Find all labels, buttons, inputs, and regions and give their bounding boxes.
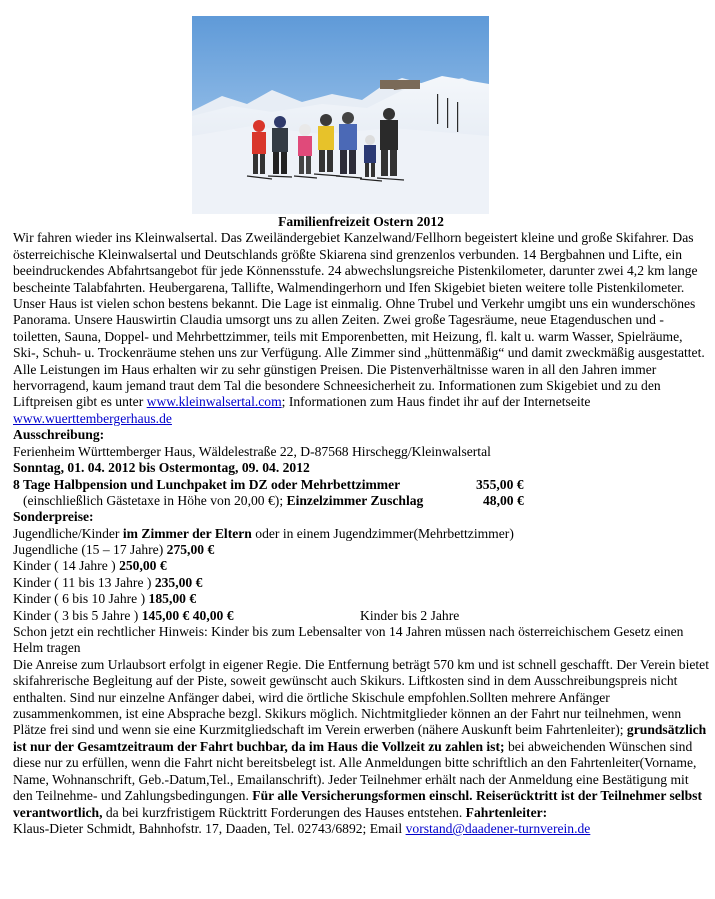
price-value: 250,00 €	[119, 558, 167, 574]
price-label: Kinder ( 14 Jahre )	[13, 558, 116, 574]
package-label: 8 Tage Halbpension und Lunchpaket im DZ oder Mehrbettzimmer	[13, 476, 401, 492]
price-value: 275,00 €	[166, 542, 215, 558]
document-title: Familienfreizeit Ostern 2012	[278, 214, 444, 229]
helmet-note: Schon jetzt ein rechtlicher Hinweis: Kinder bis zum Lebensalter von 14 Jahren müssen nach österreichischem Gesetz einen Helm tragen	[13, 624, 684, 656]
price-row	[13, 591, 709, 607]
address: Ferienheim Württemberger Haus, Wäldelestraße 22, D-87568 Hirschegg/Kleinwalsertal	[13, 443, 491, 459]
package-price: 355,00 €	[476, 476, 524, 492]
ausschreibung-label: Ausschreibung:	[13, 427, 105, 443]
price-label: Kinder ( 6 bis 10 Jahre )	[13, 591, 146, 607]
travel-paragraph	[13, 657, 709, 821]
email-link[interactable]: vorstand@daadener-turnverein.de	[405, 820, 591, 836]
price-label: Kinder ( 11 bis 13 Jahre )	[13, 574, 152, 590]
toddler-price: 40,00 €	[192, 607, 234, 623]
intro-text: Wir fahren wieder ins Kleinwalsertal. Das Zweiländergebiet Kanzelwand/Fellhorn begeistert kleine und große Skifahrer. Das österreichische Kleinwalsertal und Deutschlands größte Skiarena sind grenzenlos verbunden. 14 Bergbahnen und Lifte, ein beeindruckendes Abfahrtsangebot für jede Könnensstufe. 24 abwechslungsreiche Pistenkilometer, darunter zwei 4,2 km lange bescheinte Talabfahrten. Heubergarena, Tallifte, Walmendingerhorn und Ifen Skigebiet bieten weitere tolle Pistenkilometer.	[13, 230, 698, 295]
package-row	[13, 477, 709, 493]
single-room-price: 48,00 €	[483, 492, 524, 508]
package-note: (einschließlich Gästetaxe in Höhe von 20,00 €);	[23, 492, 284, 508]
leader-text: Klaus-Dieter Schmidt, Bahnhofstr. 17, Daaden, Tel. 02743/6892; Email	[13, 820, 403, 836]
toddler-label: Kinder bis 2 Jahre	[360, 607, 460, 623]
price-row	[13, 558, 709, 574]
price-value: 235,00 €	[154, 574, 203, 590]
single-room-label: Einzelzimmer Zuschlag	[286, 492, 424, 508]
travel-dates: Sonntag, 01. 04. 2012 bis Ostermontag, 09. 04. 2012	[13, 460, 310, 476]
link-wuerttembergerhaus[interactable]: www.wuerttembergerhaus.de	[13, 410, 172, 426]
leader-label: Fahrtenleiter:	[465, 804, 548, 820]
house-text-2: ; Informationen zum Haus findet ihr auf der Internetseite	[281, 394, 591, 410]
link-kleinwalsertal[interactable]: www.kleinwalsertal.com	[146, 394, 282, 410]
price-label: Kinder ( 3 bis 5 Jahre )	[13, 607, 139, 623]
sonderpreise-desc: Jugendliche/Kinder im Zimmer der Eltern oder in einem Jugendzimmer(Mehrbettzimmer)	[13, 525, 514, 541]
price-row	[13, 542, 709, 558]
price-list	[13, 542, 709, 624]
house-text: Unser Haus ist vielen schon bestens bekannt. Die Lage ist einmalig. Ohne Trubel und Verkehr umgibt uns ein wunderschönes Panorama. Unsere Hauswirtin Claudia umsorgt uns zu allen Zeiten. Zwei große Tagesräume, neue Etagenduschen und -toiletten, Sauna, Doppel- und Mehrbettzimmer, teils mit Emporenbetten, mit Heizung, fl. kalt u. warm Wasser, Spielräume, Ski-, Schuh- u. Trockenräume stehen uns zur Verfügung. Alle Zimmer sind „hüttenmäßig“ und damit zweckmäßig ausgestattet. Alle Leistungen im Haus erhalten wir zu sehr günstigen Preisen. Die Pistenverhältnisse waren in all den Jahren immer hervorragend, kaum jemand traut dem Tal die besondere Schneesicherheit zu. Informationen zum Skigebiet und zu den Liftpreisen gibt es unter	[13, 296, 705, 410]
travel-text-2: bei abweichenden Wünschen sind diese nur zu erfüllen, wenn die Fahrt nicht bereitsbelegt ist. Alle Anmeldungen bitte schriftlich an den Fahrtenleiter(Vorname, Name, Wohnanschrift, Geb.-Datum,Tel., Emailanschrift). Jeder Teilnehmer erhält nach der Anmeldung eine Bestätigung mit den Teilnehme- und Zahlungsbedingungen.	[13, 738, 697, 804]
travel-text: Die Anreise zum Urlaubsort erfolgt in eigener Regie. Die Entfernung beträgt 570 km und ist schnell geschafft. Der Verein bietet skifahrerische Begleitung auf der Piste, soweit gewünscht auch Skikurs. Liftkosten sind in dem Ausschreibungspreis nicht enthalten. Sind nur einzelne Anfänger dabei, wird die örtliche Skischule empfohlen.Sollten mehrere Anfänger zusammenkommen, ist eine Absprache bezgl. Skikurs möglich. Nichtmitglieder können an der Fahrt nur teilnehmen, wenn Plätze frei sind und wenn sie eine Kurzmitgliedschaft im Verein erwerben (nähere Auskunft beim Fahrtenleiter);	[13, 656, 709, 738]
leader-line	[13, 821, 709, 837]
price-row	[13, 575, 709, 591]
document-body	[13, 214, 709, 837]
intro-paragraph	[13, 230, 709, 296]
price-label: Jugendliche (15 – 17 Jahre)	[13, 542, 164, 558]
package-note-row	[13, 493, 709, 509]
insurance-text: da bei kurzfristigem Rücktritt Forderungen des Hauses entstehen.	[105, 804, 463, 820]
price-value: 145,00 €	[141, 607, 190, 623]
travel-bold: grundsätzlich ist nur der Gesamtzeitraum der Fahrt buchbar, da im Haus die Vollzeit zu zahlen ist;	[13, 722, 707, 754]
price-value: 185,00 €	[148, 591, 197, 607]
house-paragraph	[13, 296, 709, 427]
ski-group-photo	[192, 16, 489, 214]
insurance-bold: Für alle Versicherungsformen einschl. Reiserücktritt ist der Teilnehmer selbst verantwortlich,	[13, 788, 702, 820]
sonderpreise-label: Sonderpreise:	[13, 509, 94, 525]
price-row	[13, 608, 709, 624]
